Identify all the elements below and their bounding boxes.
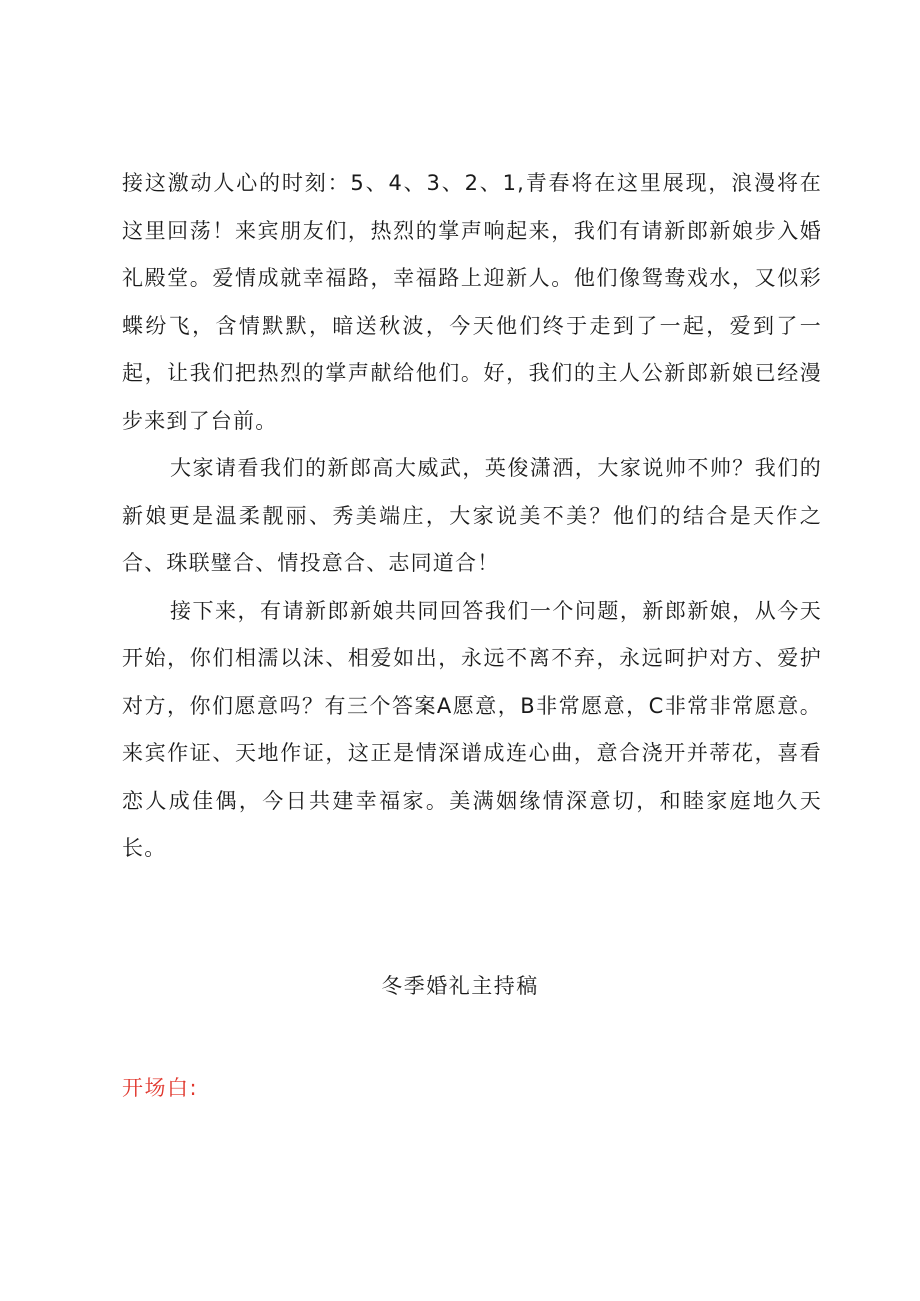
body-text	[122, 160, 822, 873]
section-heading: 开场白:	[122, 1076, 199, 1100]
paragraph-3: 接下来，有请新郎新娘共同回答我们一个问题，新郎新娘，从今天开始，你们相濡以沫、相爱如出，永远不离不弃，永远呵护对方、爱护对方，你们愿意吗？有三个答案A愿意，B非常愿意，C非常非常愿意。来宾作证、天地作证，这正是情深谱成连心曲，意合浇开并蒂花，喜看恋人成佳偶，今日共建幸福家。美满姻缘情深意切，和睦家庭地久天长。	[122, 598, 822, 860]
paragraph-2: 大家请看我们的新郎高大威武，英俊潇洒，大家说帅不帅？我们的新娘更是温柔靓丽、秀美端庄，大家说美不美？他们的结合是天作之合、珠联璧合、情投意合、志同道合！	[122, 456, 822, 575]
document-title: 冬季婚礼主持稿	[381, 974, 539, 998]
paragraph-1: 接这激动人心的时刻：5、4、3、2、1,青春将在这里展现，浪漫将在这里回荡！来宾朋友们，热烈的掌声响起来，我们有请新郎新娘步入婚礼殿堂。爱情成就幸福路，幸福路上迎新人。他们像鸳鸯戏水，又似彩蝶纷飞，含情默默，暗送秋波，今天他们终于走到了一起，爱到了一起，让我们把热烈的掌声献给他们。好，我们的主人公新郎新娘已经漫步来到了台前。	[122, 171, 822, 433]
